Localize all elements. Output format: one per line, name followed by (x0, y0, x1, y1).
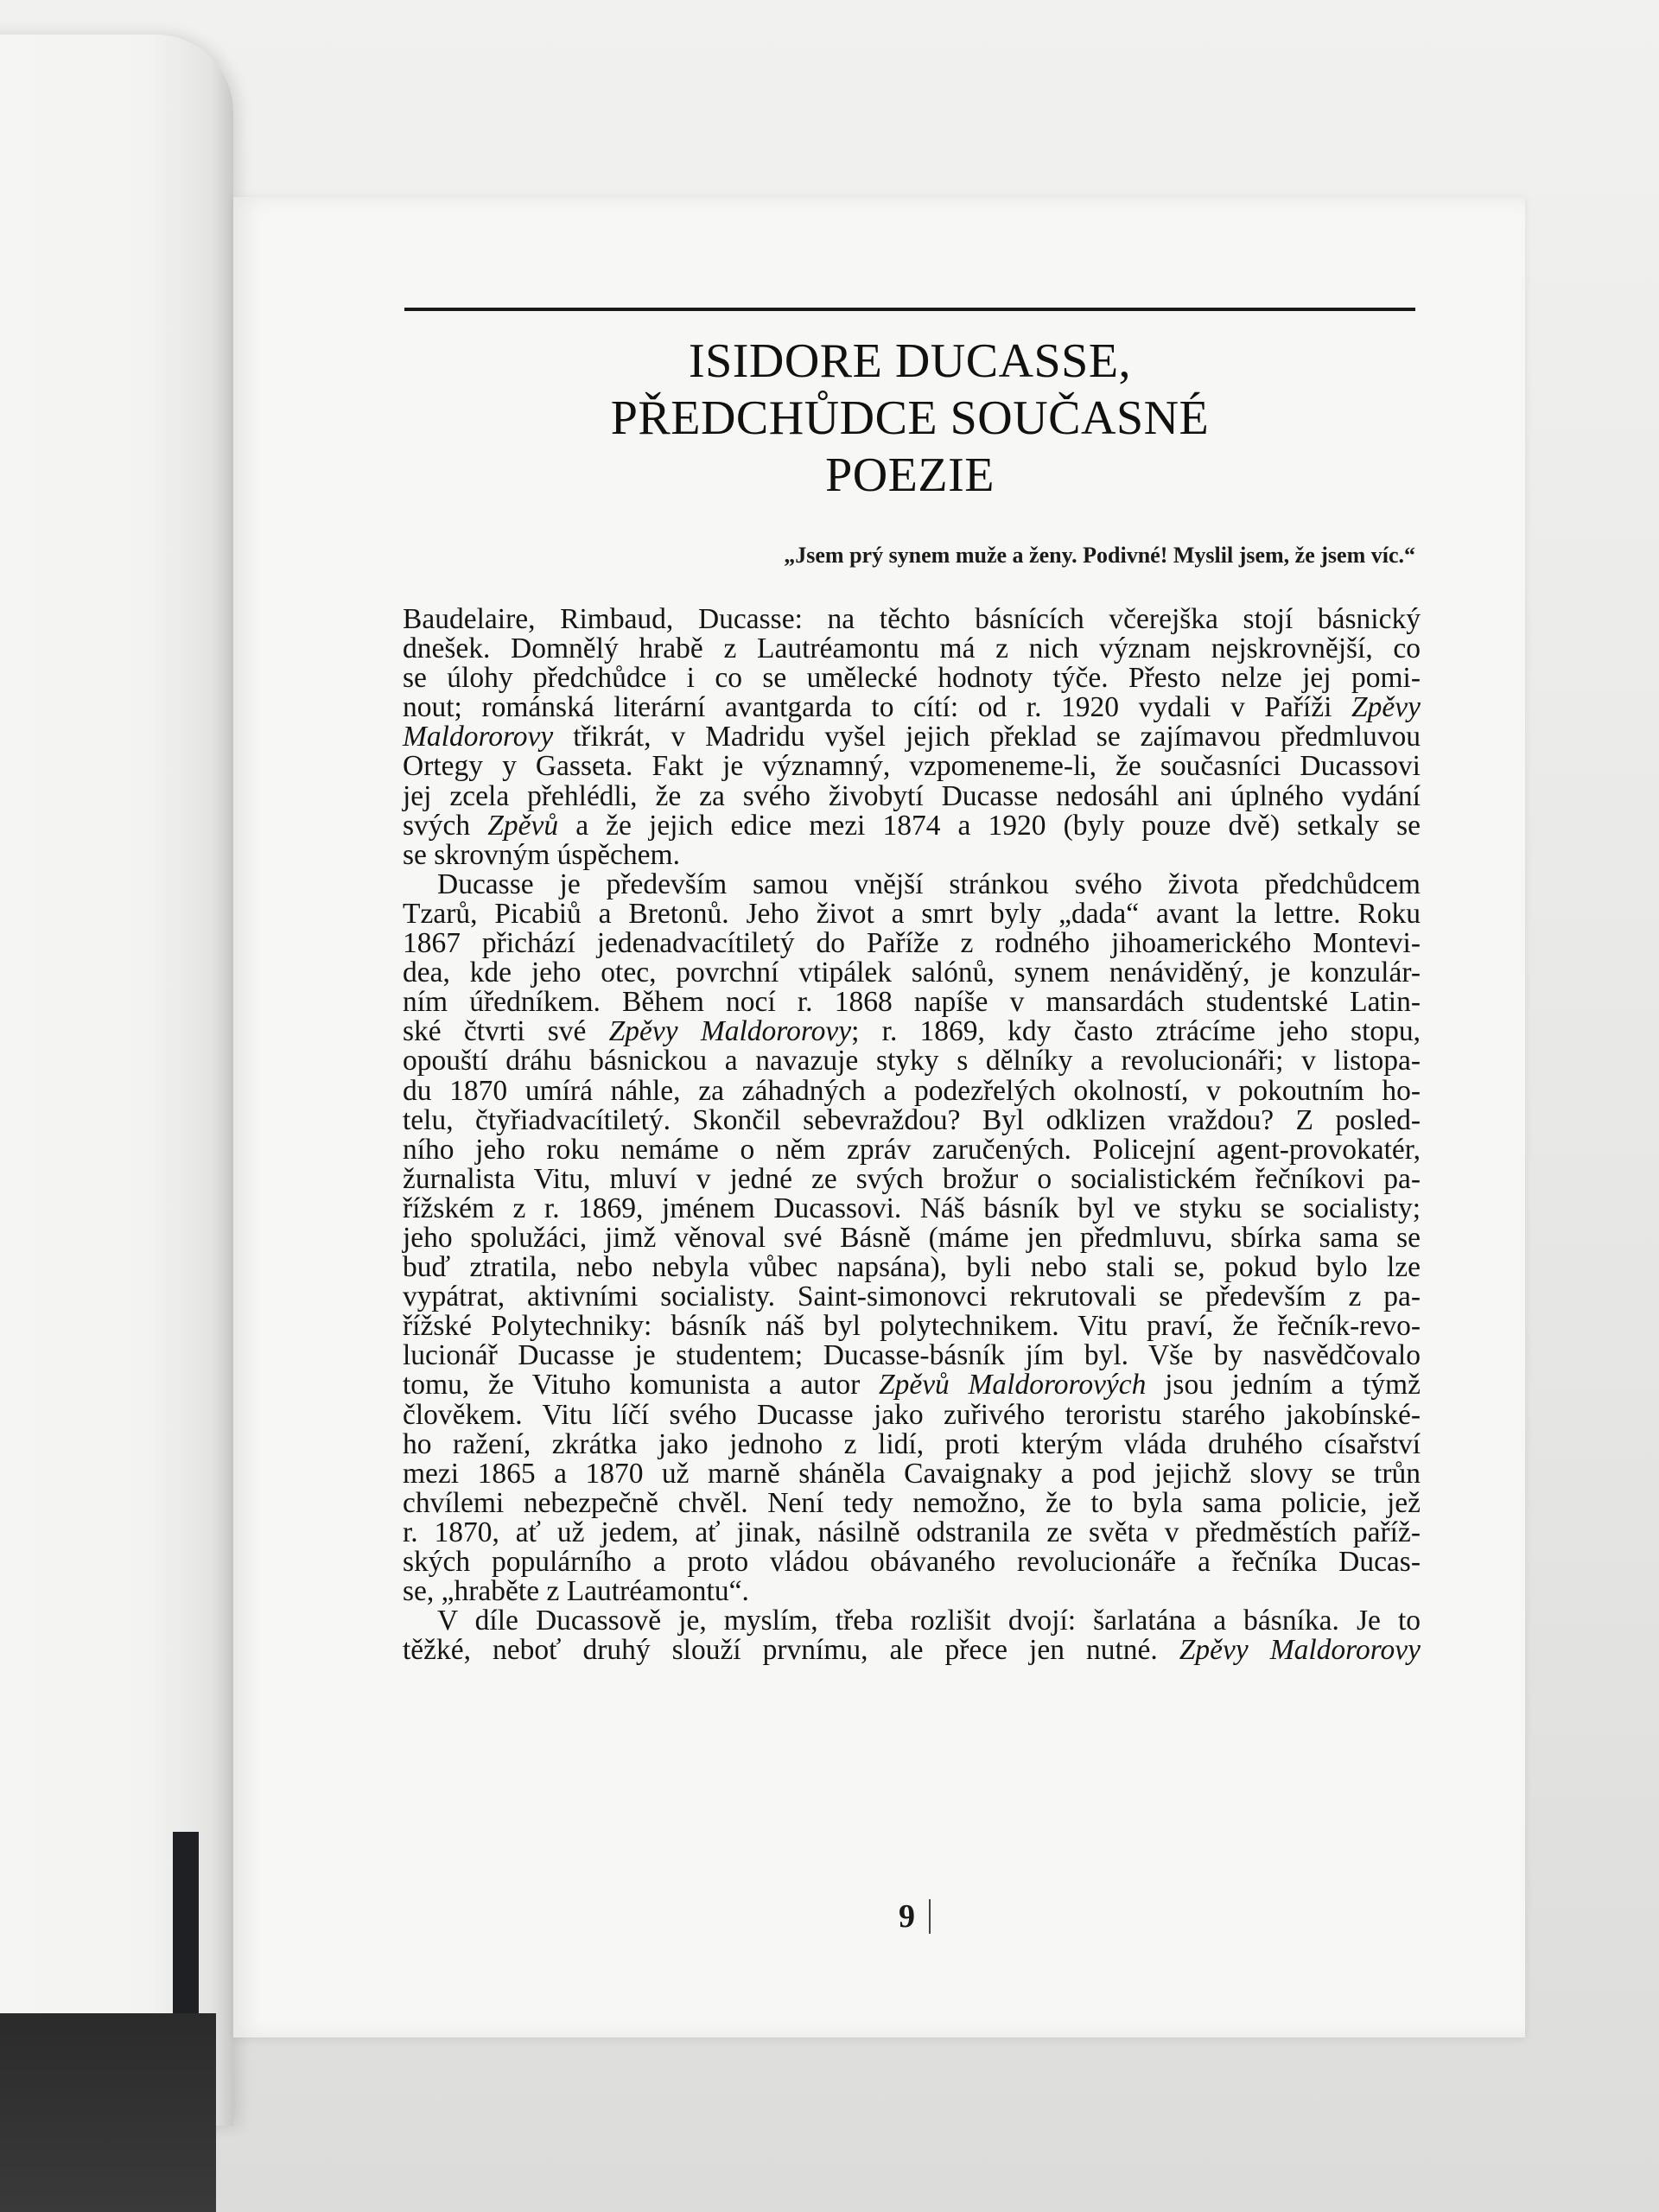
text-line (403, 1636, 1421, 1665)
text-run: nout; románská literární avantgarda to cítí: od r. 1920 vydali v Paříži (403, 691, 1351, 724)
text-line: chvílemi nebezpečně chvěl. Není tedy nemožno, že to byla sama policie, jež (403, 1486, 1421, 1519)
left-page (0, 35, 233, 2126)
text-run: svých (403, 809, 488, 842)
book-cover-edge (173, 1832, 199, 2022)
text-line: r. 1870, ať už jedem, ať jinak, násilně odstranila ze světa v předměstích paříž- (403, 1516, 1421, 1548)
italic-title: Maldororovy (403, 721, 554, 753)
text-line: dnešek. Domnělý hrabě z Lautréamontu má z nich význam nejskrovnější, co (403, 632, 1421, 665)
book-cover-bottom (0, 2013, 216, 2212)
text-run: třikrát, v Madridu vyšel jejich překlad se zajímavou předmluvou (553, 721, 1421, 753)
text-line: řížské Polytechniky: básník náš byl polytechnikem. Vitu praví, že řečník-revo- (403, 1310, 1421, 1343)
text-line: ských populárního a proto vládou obávaného revolucionáře a řečníka Ducas- (403, 1546, 1421, 1578)
text-line: du 1870 umírá náhle, za záhadných a podezřelých okolností, v pokoutním ho- (403, 1074, 1421, 1107)
text-run: jsou jedním a týmž (1146, 1369, 1421, 1402)
title-line-3: POEZIE (825, 448, 995, 502)
text-run: a že jejich edice mezi 1874 a 1920 (byly pouze dvě) setkaly se (558, 809, 1421, 842)
text-line: žurnalista Vitu, mluví v jedné ze svých brožur o socialistickém řečníkovi pa- (403, 1162, 1421, 1195)
page-number-mark (929, 1899, 931, 1934)
text-run: tomu, že Vituho komunista a autor (403, 1369, 879, 1402)
italic-title: Zpěvy Maldororovy (1179, 1634, 1421, 1667)
text-line: ního jeho roku nemáme o něm zpráv zaručených. Policejní agent-provokatér, (403, 1133, 1421, 1166)
body-text (403, 605, 1421, 1665)
epigraph: „Jsem prý synem muže a ženy. Podivné! Myslil jsem, že jsem víc.“ (784, 543, 1415, 568)
text-line: telu, čtyřiadvacítiletý. Skončil sebevraždou? Byl odklizen vraždou? Z posled- (403, 1103, 1421, 1136)
text-run: těžké, neboť druhý slouží prvnímu, ale přece jen nutné. (403, 1634, 1179, 1667)
italic-title: Zpěvy (1351, 691, 1421, 724)
text-line: Ortegy y Gasseta. Fakt je významný, vzpomeneme-li, že současníci Ducassovi (403, 750, 1421, 783)
text-line: vypátrat, aktivními socialisty. Saint-simonovci rekrutovali se především z pa- (403, 1281, 1421, 1313)
italic-title: Zpěvy Maldororovy (608, 1015, 852, 1048)
text-line: ho ražení, zkrátka jako jednoho z lidí, proti kterým vláda druhého císařství (403, 1427, 1421, 1460)
text-line: Ducasse je především samou vnější stránkou svého života předchůdcem (437, 868, 1421, 900)
text-line: 1867 přichází jedenadvacítiletý do Paříže z rodného jihoamerického Montevi- (403, 927, 1421, 960)
text-line: Tzarů, Picabiů a Bretonů. Jeho život a smrt byly „dada“ avant la lettre. Roku (403, 897, 1421, 930)
text-line: se skrovným úspěchem. (403, 838, 680, 871)
title-line-2: PŘEDCHŮDCE SOUČASNÉ (610, 391, 1210, 445)
title-line-1: ISIDORE DUCASSE, (688, 334, 1132, 388)
text-line: ním úředníkem. Během nocí r. 1868 napíše v mansardách studentské Latin- (403, 986, 1421, 1019)
text-run: ské čtvrti své (403, 1015, 609, 1048)
text-line: se, „hraběte z Lautréamontu“. (403, 1575, 749, 1608)
text-line (403, 1370, 1421, 1400)
text-run: ; r. 1869, kdy často ztrácíme jeho stopu, (851, 1015, 1421, 1048)
text-line: řížském z r. 1869, jménem Ducassovi. Náš básník byl ve styku se socialisty; (403, 1192, 1421, 1224)
text-line: mezi 1865 a 1870 už marně sháněla Cavaignaky a pod jejichž slovy se trůn (403, 1457, 1421, 1490)
text-line (403, 811, 1421, 841)
page-number: 9 (899, 1898, 915, 1935)
italic-title: Zpěvů Maldororových (878, 1369, 1147, 1402)
text-line: jeho spolužáci, jimž věnoval své Básně (máme jen předmluvu, sbírka sama se (403, 1221, 1421, 1254)
text-line (403, 722, 1421, 752)
chapter-title (404, 333, 1415, 504)
text-line: se úlohy předchůdce i co se umělecké hodnoty týče. Přesto nelze jej pomi- (403, 662, 1421, 695)
italic-title: Zpěvů (487, 809, 559, 842)
text-line: opouští dráhu básnickou a navazuje styky s dělníky a revolucionáři; v listopa- (403, 1045, 1421, 1077)
header-rule (404, 308, 1415, 311)
text-line: Baudelaire, Rimbaud, Ducasse: na těchto básnících včerejška stojí básnický (403, 603, 1421, 635)
text-line: lucionář Ducasse je studentem; Ducasse-básník jím byl. Vše by nasvědčovalo (403, 1339, 1421, 1372)
text-line (403, 1017, 1421, 1046)
text-line: dea, kde jeho otec, povrchní vtipálek salónů, synem nenáviděný, je konzulár- (403, 957, 1421, 989)
text-line: jej zcela přehlédli, že za svého živobytí Ducasse nedosáhl ani úplného vydání (403, 779, 1421, 812)
text-line: V díle Ducassově je, myslím, třeba rozlišit dvojí: šarlatána a básníka. Je to (437, 1605, 1421, 1637)
text-line: člověkem. Vitu líčí svého Ducasse jako zuřivého teroristu starého jakobínské- (403, 1398, 1421, 1431)
text-line (403, 693, 1421, 722)
text-line: buď ztratila, nebo nebyla vůbec napsána), byli nebo stali se, pokud bylo lze (403, 1251, 1421, 1284)
